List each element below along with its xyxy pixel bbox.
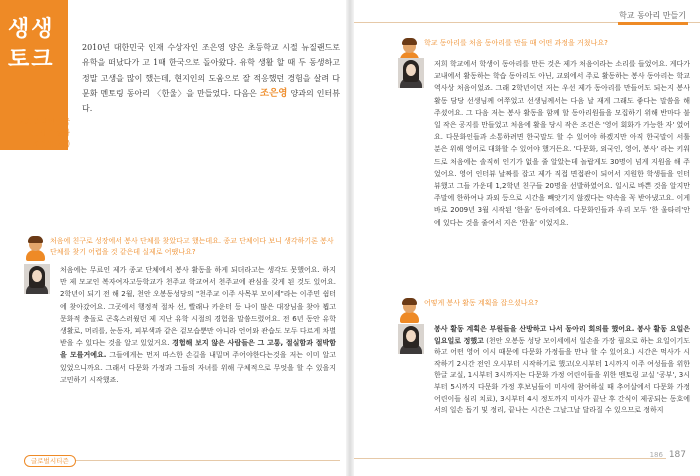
answer-text-part1: 처음에는 무료인 제가 종교 단체에서 봉사 활동을 하게 되더라고는 생각도 못했어요. 하지만 제 모교인 복자여자고등학교가 천주교 학교여서 천주교에 관심을 갖게 된 것도 있어요. 2학년이 되기 전 해 2월, 천안 오봉동성당의 "천주교 이주 사목부 모이세"라는 이주민 쉼터에 찾아갔어요. 그곳에서 행정적 절차 선, 빨래나 카운터 등 나이 많은 대장님을 찾아 뵙고 문화적 충돌로 곤혹스러웠던 제 지난 유학 시절의 경험을 말씀드렸어요. 전 6년 동안 유학 생활로, 머리를, 눈동자, 피부색과 같은 겉모습뿐만 아니라 언어와 관습도 모두 다르게 차별받을 수 있다는 것을 알고 있었거요. bbox=[60, 266, 336, 348]
header-accent-bar bbox=[618, 22, 688, 25]
left-page bbox=[0, 0, 348, 476]
caption-line2: 인재 수상자 bbox=[31, 128, 70, 137]
answer-text bbox=[60, 264, 336, 386]
page-number-left: 186 bbox=[649, 451, 663, 459]
answer-block bbox=[398, 324, 690, 417]
answer-block bbox=[398, 58, 690, 229]
interviewer-icon bbox=[398, 298, 420, 324]
footer-rule bbox=[354, 458, 666, 459]
section-title bbox=[8, 14, 68, 74]
caption-line3: 조은영(29) bbox=[32, 139, 70, 148]
question-text: 어떻게 봉사 활동 계획을 잡으셨나요? bbox=[424, 299, 539, 307]
page-numbers bbox=[650, 450, 686, 460]
footer-tag: 글로벌시티즌 bbox=[24, 455, 76, 467]
question-text: 처음에 친구로 성장에서 봉사 단체를 찾았다고 했는데요. 종교 단체이다 보니 생각하기론 봉사 단체를 찾기 어렵을 것 같은데 실제로 어땠나요? bbox=[50, 237, 334, 256]
interviewer-icon bbox=[24, 236, 46, 262]
answer-text-rest: (천안 오봉동 성당 모이세에서 일손을 가장 필요로 하는 요일이기도 하고 어떤 영어 이시 때문에 다문화 가정들을 만나 할 수 있어요.) 시간은 먹사가 시작하기 2시간 전인 오시부터 시작하기로 했고(오시부터 1시까지 이주 여성들을 위한 한글 교실, 1시부터 3시까지는 다문화 가정 어린이들을 위한 멘토링 교실 '공부', 3시부터 5시까지 다문화 가정 후보님들이 미사에 참여하실 때 추어살에서 다문화 가정 어린이들 심리 치료), 3시부터 4시 정도까지 미사가 끝난 후 간식이 제공되는 동호에서의 일손 돕기 및 정리, 끝나는 시간은 그날그날 달라질 수 있으므로 정하지 bbox=[434, 336, 690, 415]
question-block bbox=[398, 298, 688, 324]
intro-text: 2010년 대한민국 인재 수상자인 조은영 양은 초등학교 시절 뉴질랜드로 유학을 떠났다가 고 1때 한국으로 돌아왔다. 유학 생활 할 때 두 동생하고 정말 고생을 많이 했는데, 현지인의 도움으로 잘 적응했던 경험을 살려 다문화 멘토링 동아리 〈한울〉을 만들었다. 다음은 bbox=[82, 43, 340, 98]
answer-text-emphasis: 봉사 활동 계획은 부원들을 산방하고 나서 동아리 회의를 했어요. 봉사 활동 요일은 일요일로 정했고 bbox=[434, 325, 690, 345]
interviewee-photo-icon bbox=[398, 324, 424, 354]
interviewee-caption bbox=[10, 116, 70, 149]
interviewee-photo-icon bbox=[398, 58, 424, 88]
question-block bbox=[24, 236, 336, 262]
intro-name: 조은영 bbox=[259, 87, 288, 99]
right-footer bbox=[354, 446, 700, 476]
question-text: 학교 동아리를 처음 동아리를 만들 때 어떤 과정을 거쳤나요? bbox=[424, 39, 608, 47]
answer-text-part2: 그들에게는 먼저 따스한 손길을 내밀며 주어야한다는것을 저는 이미 알고 있었으니까요. 그래서 다문화 가정과 그들의 자녀를 위해 구체적으로 무엇을 할 수 있을지 고민하기 시작했죠. bbox=[60, 351, 336, 384]
answer-text: 저희 학교에서 학생이 동아리를 만든 것은 제가 처음이라는 소리를 들었어요. 게다가 교내에서 활동하는 학습 동아리도 아닌, 교외에서 주로 활동하는 봉사 동아리는 학교 역사상 처음이었죠. 그래 2학년이던 저는 우선 제가 동아리를 만들어도 되는지 봉사 활동 담당 선생님께 여쭈었고 선생님께서는 다음 날 재게 그래도 좋다는 말씀을 해 주셨어요. 그 다음 저는 봉사 활동을 함께 할 동아리원들을 모집하기 위해 반마다 불일 작은 공지를 만들었고 처음에 활을 당시 작은 조건은 '영어 회화가 가능한 자' 였어요. 다문화인들과 소통하려면 한국말도 할 수 있어야 하겠지만 아직 한국말이 서툴 분은 위해 영어로 대화할 수 있어야 했거든요. '다문화, 외국인, 영어, 봉사' 라는 키워드로 처음에는 솔직히 인기가 없을 줄 알았는데 놀랍게도 30명이 넘게 지원을 해 주었어요. 영어 인터뷰 날짜를 잡고 제가 직접 면접관이 되어서 지원한 학생들을 인터뷰했고 그들 가운데 1,2학년 친구들 20명을 선발하였어요. 일시로 바쁜 것을 알지만 주말에 한하여나 과외 등으로 시간을 빼앗기지 않겠다는 약속을 꼭 받아냈고요. 이게 바로 2009년 3월 시작된 '한울' 동아리에요. 다문화인들과 우리 모두 '한 울타리'안에 있다는 것을 줄여서 지은 '한울' 이었지요. bbox=[434, 60, 690, 227]
caption-line1: 2010 대한민국 bbox=[19, 117, 70, 126]
section-title-line1: 생생 bbox=[8, 16, 55, 42]
intro-paragraph bbox=[82, 40, 340, 116]
interviewee-photo-icon bbox=[24, 264, 50, 294]
header-title: 학교 동아리 만들기 bbox=[619, 11, 686, 20]
running-header bbox=[354, 0, 700, 26]
book-gutter bbox=[346, 0, 354, 476]
page-number-right: 187 bbox=[668, 450, 686, 460]
intro-suffix: 양과의 인터뷰다. bbox=[82, 88, 340, 114]
right-page bbox=[354, 0, 700, 476]
section-title-line2: 토크 bbox=[8, 46, 55, 72]
answer-text bbox=[434, 324, 690, 417]
answer-text-emphasis: 경험해 보지 않은 사람들은 그 고통, 절실함과 절박함을 모를거예요. bbox=[60, 339, 336, 360]
answer-block bbox=[24, 264, 336, 386]
left-footer bbox=[0, 446, 348, 476]
